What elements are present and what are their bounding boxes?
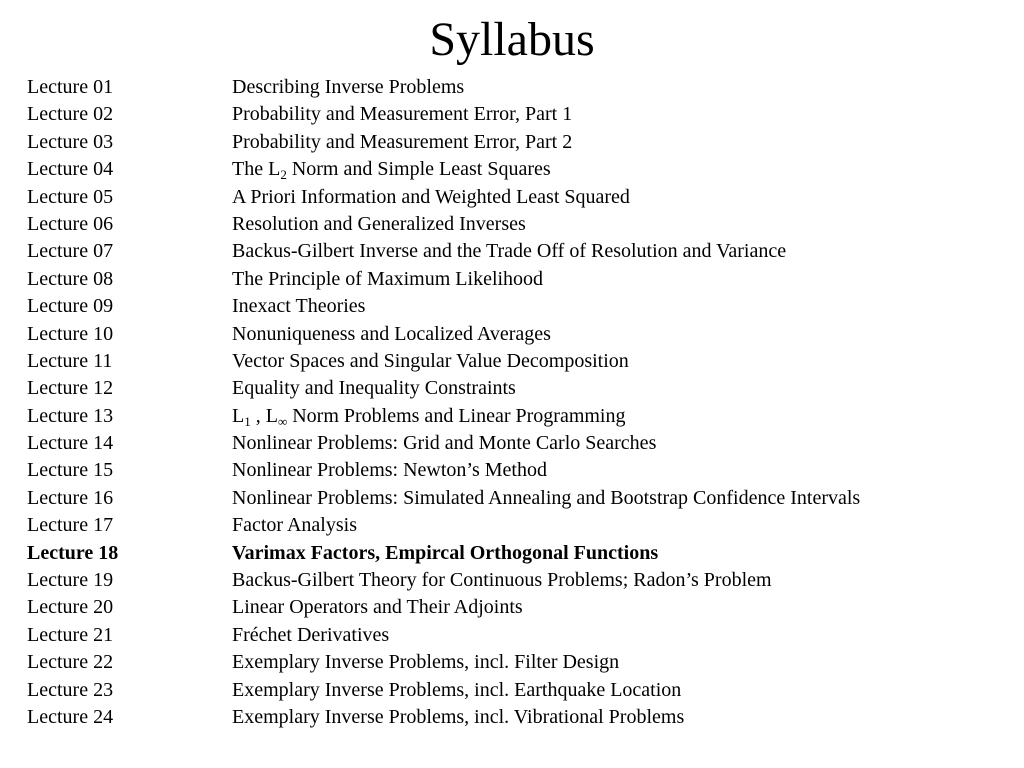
lecture-title: Resolution and Generalized Inverses <box>232 212 526 235</box>
lecture-number: Lecture 17 <box>27 514 114 537</box>
lecture-title: Nonuniqueness and Localized Averages <box>232 322 551 345</box>
lecture-number: Lecture 14 <box>27 432 114 455</box>
lecture-title <box>232 156 1017 183</box>
lecture-number: Lecture 07 <box>27 240 114 263</box>
lecture-number: Lecture 04 <box>27 158 114 181</box>
lecture-number: Lecture 06 <box>27 212 114 235</box>
lecture-title-subscript: 1 <box>244 413 251 429</box>
lecture-row <box>27 293 1017 320</box>
lecture-title-part: The L <box>232 158 281 181</box>
lecture-title: Fréchet Derivatives <box>232 623 390 646</box>
lecture-row <box>27 321 1017 348</box>
lecture-row <box>27 649 1017 676</box>
slide-title: Syllabus <box>429 13 595 66</box>
lecture-number: Lecture 20 <box>27 596 114 619</box>
lecture-row <box>27 457 1017 484</box>
lecture-title: A Priori Information and Weighted Least Squared <box>232 185 630 208</box>
lecture-row <box>27 375 1017 402</box>
lecture-title: Probability and Measurement Error, Part 2 <box>232 130 573 153</box>
lecture-title: Backus-Gilbert Inverse and the Trade Off of Resolution and Variance <box>232 240 787 263</box>
lecture-title-part: , L <box>250 404 278 427</box>
lecture-row <box>27 211 1017 238</box>
lecture-title-subscript: 2 <box>280 167 287 183</box>
lecture-row <box>27 485 1017 512</box>
lecture-row <box>27 704 1017 731</box>
lecture-row <box>27 622 1017 649</box>
lecture-number: Lecture 23 <box>27 678 114 701</box>
lecture-row <box>27 238 1017 265</box>
lecture-title <box>232 403 1017 430</box>
lecture-title: Linear Operators and Their Adjoints <box>232 596 523 619</box>
lecture-title-part: Norm and Simple Least Squares <box>286 158 551 181</box>
lecture-number: Lecture 21 <box>27 623 114 646</box>
lecture-number: Lecture 22 <box>27 651 114 674</box>
lecture-title: Vector Spaces and Singular Value Decomposition <box>232 349 629 372</box>
lecture-row <box>27 403 1017 430</box>
lecture-title-subscript: ∞ <box>277 413 288 429</box>
lecture-title: Nonlinear Problems: Grid and Monte Carlo Searches <box>232 432 657 455</box>
lecture-number: Lecture 13 <box>27 404 114 427</box>
lecture-title: Exemplary Inverse Problems, incl. Earthquake Location <box>232 678 682 701</box>
lecture-title-part: L <box>232 404 245 427</box>
lecture-row <box>27 101 1017 128</box>
lecture-list <box>27 74 1017 731</box>
lecture-title: Factor Analysis <box>232 514 357 537</box>
lecture-number: Lecture 10 <box>27 322 114 345</box>
lecture-title: Nonlinear Problems: Simulated Annealing and Bootstrap Confidence Intervals <box>232 486 861 509</box>
lecture-title: The Principle of Maximum Likelihood <box>232 267 544 290</box>
lecture-row <box>27 430 1017 457</box>
lecture-number: Lecture 09 <box>27 295 114 318</box>
lecture-number: Lecture 05 <box>27 185 114 208</box>
lecture-row <box>27 567 1017 594</box>
lecture-title: Describing Inverse Problems <box>232 76 465 98</box>
lecture-number: Lecture 19 <box>27 569 114 592</box>
lecture-row <box>27 156 1017 183</box>
lecture-title-part: Norm Problems and Linear Programming <box>287 404 626 427</box>
lecture-row <box>27 677 1017 704</box>
lecture-title: Inexact Theories <box>232 295 366 318</box>
lecture-number: Lecture 24 <box>27 705 114 728</box>
lecture-title: Equality and Inequality Constraints <box>232 377 516 400</box>
lecture-row <box>27 184 1017 211</box>
lecture-number: Lecture 18 <box>27 541 119 564</box>
lecture-number: Lecture 03 <box>27 130 114 153</box>
lecture-number: Lecture 15 <box>27 459 114 482</box>
lecture-title: Exemplary Inverse Problems, incl. Filter Design <box>232 651 620 674</box>
lecture-row <box>27 74 1017 101</box>
lecture-number: Lecture 12 <box>27 377 114 400</box>
lecture-row <box>27 540 1017 567</box>
lecture-row <box>27 266 1017 293</box>
lecture-title: Probability and Measurement Error, Part 1 <box>232 103 573 126</box>
lecture-number: Lecture 11 <box>27 349 113 372</box>
lecture-row <box>27 594 1017 621</box>
lecture-title: Backus-Gilbert Theory for Continuous Problems; Radon’s Problem <box>232 569 772 592</box>
lecture-title: Nonlinear Problems: Newton’s Method <box>232 459 547 482</box>
lecture-number: Lecture 01 <box>27 76 114 98</box>
lecture-title: Exemplary Inverse Problems, incl. Vibrational Problems <box>232 705 685 728</box>
lecture-row <box>27 129 1017 156</box>
lecture-row <box>27 512 1017 539</box>
lecture-row <box>27 348 1017 375</box>
lecture-number: Lecture 02 <box>27 103 114 126</box>
lecture-number: Lecture 08 <box>27 267 114 290</box>
lecture-number: Lecture 16 <box>27 486 114 509</box>
lecture-title: Varimax Factors, Empircal Orthogonal Functions <box>232 541 659 564</box>
